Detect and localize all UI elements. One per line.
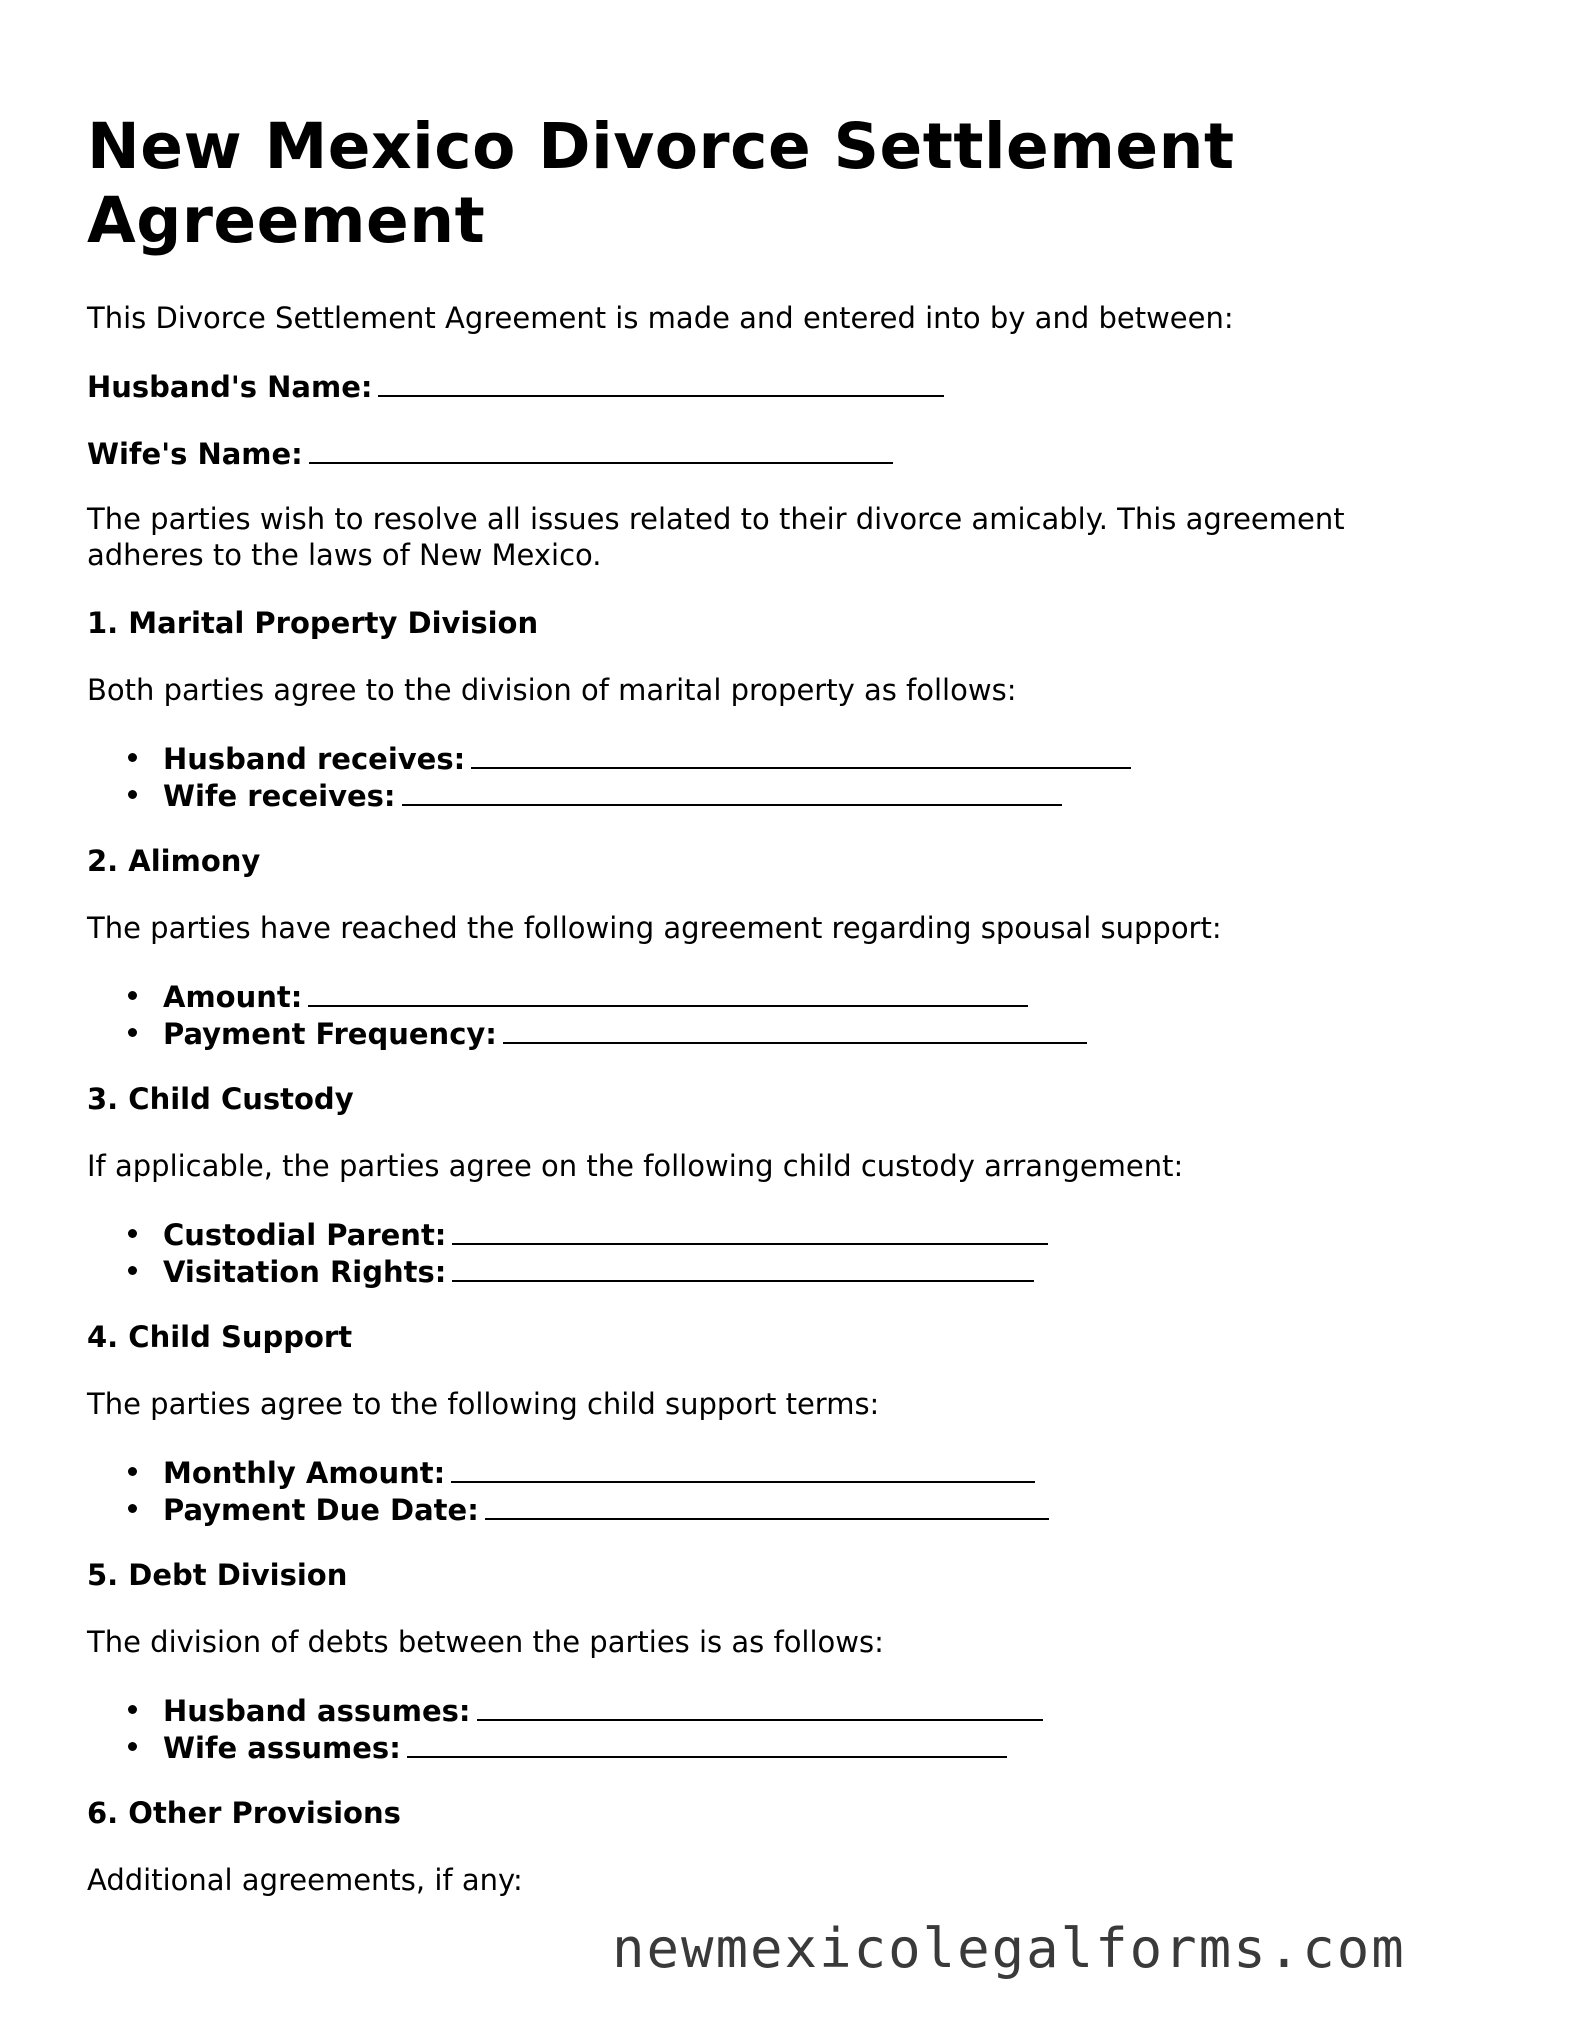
wife-name-field <box>87 434 893 472</box>
husband-name-blank[interactable] <box>378 367 944 397</box>
section-text: If applicable, the parties agree on the following child custody arrangement: <box>87 1149 1184 1183</box>
payment-due-date-blank[interactable] <box>485 1490 1049 1520</box>
section-heading: 5. Debt Division <box>87 1558 348 1592</box>
section-text: Both parties agree to the division of marital property as follows: <box>87 673 1017 707</box>
list-item-label: Visitation Rights: <box>163 1255 447 1289</box>
list-item-label: Husband receives: <box>163 742 466 776</box>
list-item <box>128 1252 999 1290</box>
bullet-icon <box>128 1229 137 1238</box>
section-text: The division of debts between the parties is as follows: <box>87 1625 884 1659</box>
list-item <box>128 1490 1014 1528</box>
list-item <box>128 1215 1013 1253</box>
husband-assumes-blank[interactable] <box>477 1691 1043 1721</box>
document-title: New Mexico Divorce Settlement Agreement <box>87 110 1235 257</box>
purpose-text: The parties wish to resolve all issues related to their divorce amicably. This agreement adheres to the laws of New Mexico. <box>87 502 1345 572</box>
list-item-label: Payment Frequency: <box>163 1017 497 1051</box>
section-heading: 3. Child Custody <box>87 1082 354 1116</box>
list-item-label: Wife receives: <box>163 779 396 813</box>
list-item-label: Payment Due Date: <box>163 1493 479 1527</box>
list-item-label: Amount: <box>163 980 303 1014</box>
bullet-icon <box>128 753 137 762</box>
section-heading: 6. Other Provisions <box>87 1796 401 1830</box>
list-item-label: Wife assumes: <box>163 1731 401 1765</box>
alimony-amount-blank[interactable] <box>308 977 1028 1007</box>
visitation-rights-blank[interactable] <box>452 1252 1034 1282</box>
bullet-icon <box>128 1028 137 1037</box>
intro-text: This Divorce Settlement Agreement is made and entered into by and between: <box>87 301 1234 335</box>
wife-name-blank[interactable] <box>309 434 893 464</box>
section-text: The parties agree to the following child support terms: <box>87 1387 880 1421</box>
section-text: The parties have reached the following agreement regarding spousal support: <box>87 911 1222 945</box>
bullet-icon <box>128 1266 137 1275</box>
husband-receives-blank[interactable] <box>471 739 1131 769</box>
wife-receives-blank[interactable] <box>402 776 1062 806</box>
section-heading: 1. Marital Property Division <box>87 606 539 640</box>
section-heading: 4. Child Support <box>87 1320 353 1354</box>
list-item <box>128 1691 1008 1729</box>
payment-frequency-blank[interactable] <box>503 1014 1087 1044</box>
husband-name-field <box>87 367 944 405</box>
list-item-label: Custodial Parent: <box>163 1218 447 1252</box>
section-heading: 2. Alimony <box>87 844 261 878</box>
wife-assumes-blank[interactable] <box>407 1728 1007 1758</box>
list-item <box>128 1728 972 1766</box>
husband-name-label: Husband's Name: <box>87 370 373 404</box>
wife-name-label: Wife's Name: <box>87 437 303 471</box>
list-item <box>128 776 1027 814</box>
bullet-icon <box>128 1467 137 1476</box>
bullet-icon <box>128 1742 137 1751</box>
bullet-icon <box>128 991 137 1000</box>
site-watermark: newmexicolegalforms.com <box>612 1917 1406 1980</box>
bullet-icon <box>128 1705 137 1714</box>
list-item <box>128 977 993 1015</box>
list-item <box>128 1014 1052 1052</box>
custodial-parent-blank[interactable] <box>452 1215 1048 1245</box>
list-item-label: Monthly Amount: <box>163 1456 446 1490</box>
monthly-amount-blank[interactable] <box>451 1453 1035 1483</box>
list-item <box>128 739 1096 777</box>
bullet-icon <box>128 1504 137 1513</box>
bullet-icon <box>128 790 137 799</box>
section-text: Additional agreements, if any: <box>87 1863 523 1897</box>
list-item <box>128 1453 1000 1491</box>
list-item-label: Husband assumes: <box>163 1694 471 1728</box>
